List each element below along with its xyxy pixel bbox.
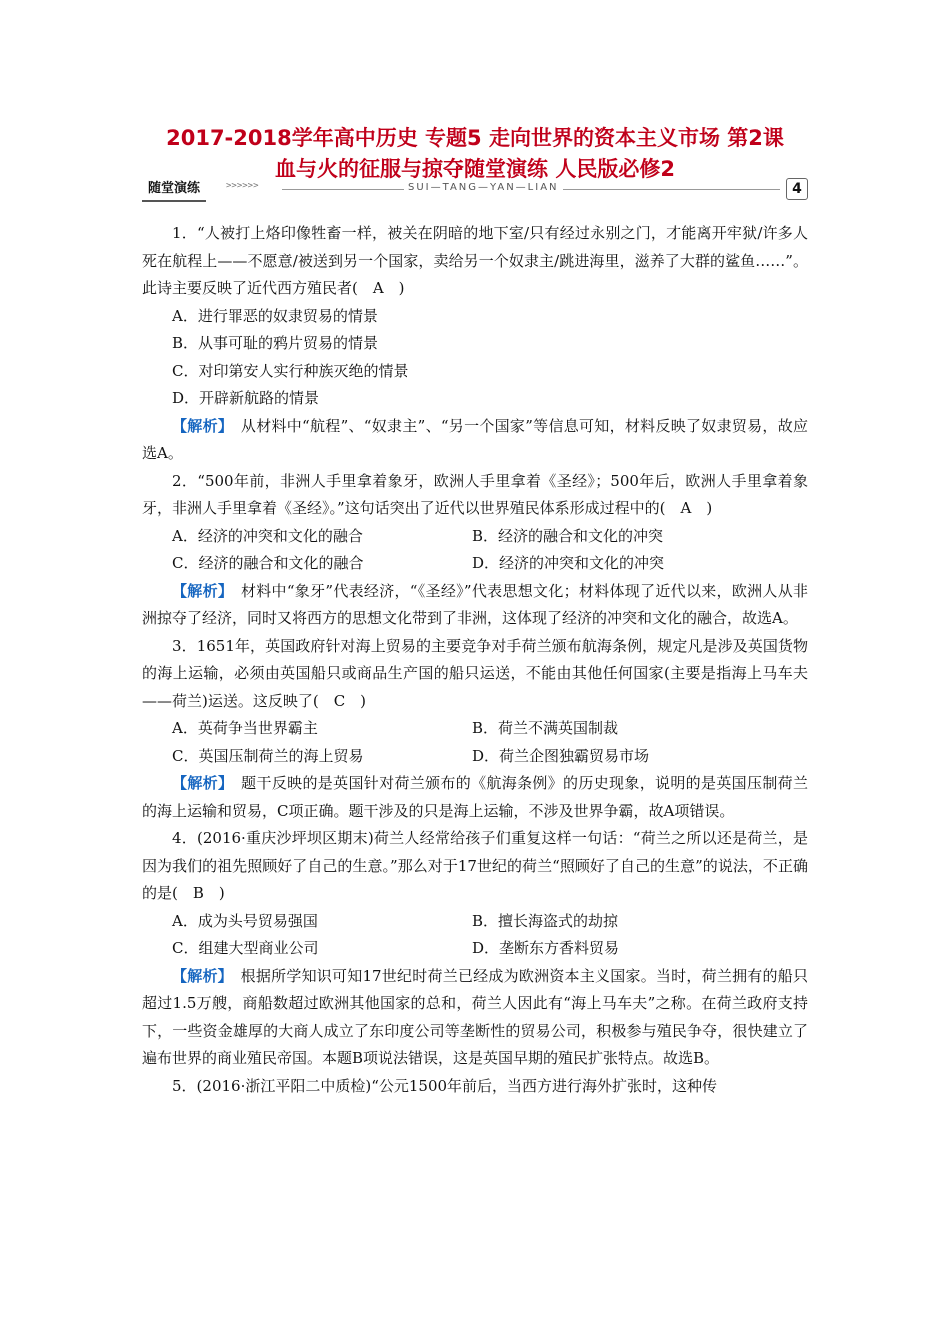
option: B．荷兰不满英国制裁 — [472, 719, 619, 737]
analysis-label: 【解析】 — [172, 966, 226, 985]
option: C．英国压制荷兰的海上贸易 — [172, 746, 364, 765]
option: D．垄断东方香料贸易 — [472, 939, 620, 957]
option-row — [142, 743, 808, 771]
analysis — [142, 963, 808, 1073]
title-line-2: 血与火的征服与掠夺随堂演练 人民版必修2 — [275, 157, 675, 181]
option: C．对印第安人实行种族灭绝的情景 — [172, 361, 409, 380]
question-stem: 3．1651年，英国政府针对海上贸易的主要竞争对手荷兰颁布航海条例，规定凡是涉及英国货物的海上运输，必须由英国船只或商品生产国的船只运送，不能由其他任何国家(主要是指海上马车夫——荷兰)运送。这反映了( C ) — [142, 636, 808, 710]
section-banner — [142, 178, 810, 200]
option: B．擅长海盗式的劫掠 — [472, 911, 619, 930]
option: A．经济的冲突和文化的融合 — [172, 526, 363, 545]
option: A．成为头号贸易强国 — [172, 911, 318, 930]
banner-number-badge: 4 — [786, 178, 808, 200]
option: D．经济的冲突和文化的冲突 — [472, 554, 665, 572]
analysis-text: 根据所学知识可知17世纪时荷兰已经成为欧洲资本主义国家。当时，荷兰拥有的船只超过1.5万艘，商船数超过欧洲其他国家的总和，荷兰人因此有“海上马车夫”之称。在荷兰政府支持下，一些资金雄厚的大商人成立了东印度公司等垄断性的贸易公司，积极参与殖民争夺，很快建立了遍布世界的商业殖民帝国。本题B项说法错误，这是英国早期的殖民扩张特点。故选B。 — [142, 966, 808, 1067]
option-row — [142, 715, 808, 743]
option: D．开辟新航路的情景 — [172, 389, 320, 407]
analysis — [142, 413, 808, 468]
option: C．组建大型商业公司 — [172, 939, 319, 957]
analysis — [142, 578, 808, 633]
option: C．经济的融合和文化的融合 — [172, 554, 364, 572]
question-stem: 4．(2016·重庆沙坪坝区期末)荷兰人经常给孩子们重复这样一句话：“荷兰之所以还是荷兰，是因为我们的祖先照顾好了自己的生意。”那么对于17世纪的荷兰“照顾好了自己的生意”的说法，不正确的是( B ) — [142, 829, 808, 902]
analysis-label: 【解析】 — [172, 774, 226, 792]
option-row — [142, 935, 808, 963]
option-row — [142, 550, 808, 578]
analysis-label: 【解析】 — [172, 416, 226, 435]
questions-body — [142, 220, 808, 1100]
analysis-text: 从材料中“航程”、“奴隶主”、“另一个国家”等信息可知，材料反映了奴隶贸易，故应选A。 — [142, 416, 808, 462]
title-line-1: 2017-2018学年高中历史 专题5 走向世界的资本主义市场 第2课 — [166, 126, 784, 150]
option-row — [142, 908, 808, 936]
option: B．经济的融合和文化的冲突 — [472, 526, 664, 545]
analysis-label: 【解析】 — [172, 581, 226, 600]
option: A．进行罪恶的奴隶贸易的情景 — [172, 306, 378, 325]
question-stem: 1．“人被打上烙印像牲畜一样，被关在阴暗的地下室/只有经过永别之门，才能离开牢狱/许多人死在航程上——不愿意/被送到另一个国家，卖给另一个奴隶主/跳进海里，滋养了大群的鲨鱼……”。此诗主要反映了近代西方殖民者( A ) — [142, 224, 808, 297]
document-title — [60, 123, 890, 185]
arrows-decoration: >>>>>> — [226, 181, 259, 191]
analysis-text: 题干反映的是英国针对荷兰颁布的《航海条例》的历史现象，说明的是英国压制荷兰的海上运输和贸易，C项正确。题干涉及的只是海上运输，不涉及世界争霸，故A项错误。 — [142, 774, 808, 820]
option-row — [142, 523, 808, 551]
question-stem: 2．“500年前，非洲人手里拿着象牙，欧洲人手里拿着《圣经》；500年后，欧洲人手里拿着象牙，非洲人手里拿着《圣经》。”这句话突出了近代以世界殖民体系形成过程中的( A ) — [142, 471, 808, 517]
option: A．英荷争当世界霸主 — [172, 719, 318, 737]
question-stem: 5．(2016·浙江平阳二中质检)“公元1500年前后，当西方进行海外扩张时，这种传 — [172, 1076, 718, 1095]
banner-label: 随堂演练 — [142, 178, 206, 202]
analysis — [142, 770, 808, 825]
banner-pinyin: SUI—TANG—YAN—LIAN — [404, 182, 563, 193]
option: B．从事可耻的鸦片贸易的情景 — [172, 334, 379, 352]
analysis-text: 材料中“象牙”代表经济，“《圣经》”代表思想文化；材料体现了近代以来，欧洲人从非洲掠夺了经济，同时又将西方的思想文化带到了非洲，这体现了经济的冲突和文化的融合，故选A。 — [142, 581, 808, 627]
option: D．荷兰企图独霸贸易市场 — [472, 746, 650, 765]
